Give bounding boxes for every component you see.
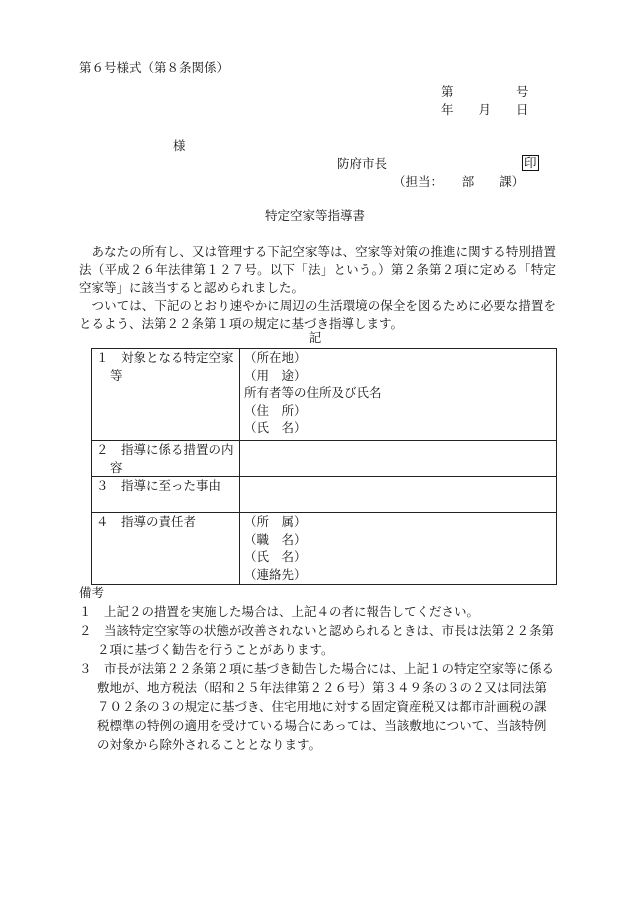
row-content (240, 477, 557, 513)
content-line: （氏 名） (244, 549, 307, 564)
addressee-suffix: 様 (173, 138, 186, 153)
row-label (92, 349, 240, 441)
row-label (92, 441, 240, 477)
issuer-title: 防府市長 (337, 156, 388, 171)
content-line: 所有者等の住所及び氏名 (244, 385, 382, 400)
document-date: 年 月 日 (441, 102, 529, 117)
row-label (92, 513, 240, 585)
ki-label: 記 (308, 330, 322, 345)
row-label (92, 477, 240, 513)
seal-text: 印 (524, 155, 537, 170)
content-line: （所在地） (244, 350, 307, 365)
row-label-text: ４ 指導の責任者 (96, 514, 197, 529)
content-line: （住 所） (244, 402, 307, 418)
content-line: （所 属） (244, 514, 307, 529)
table-row (92, 477, 557, 513)
notes-heading: 備考 (79, 585, 105, 600)
table-row (92, 441, 557, 477)
content-line: （職 名） (244, 531, 307, 547)
details-table (91, 348, 557, 585)
row-content (240, 441, 557, 477)
document-title: 特定空家等指導書 (264, 208, 365, 223)
contact-department: （担当： 部 課） (393, 174, 525, 189)
row-label-text: １ 対象となる特定空家等 (96, 350, 234, 383)
notes-section (79, 583, 557, 754)
content-line: （用 途） (244, 367, 307, 383)
note-item: １ 上記２の措置を実施した場合は、上記４の者に報告してください。 (79, 604, 480, 619)
note-item: ２ 当該特定空家等の状態が改善されないと認められるときは、市長は法第２２条第２項に基づく勧告を行うことがあります。 (79, 623, 555, 657)
document-number: 第 号 (441, 84, 529, 99)
table-row (92, 349, 557, 441)
note-item: ３ 市長が法第２２条第２項に基づき勧告した場合には、上記１の特定空家等に係る敷地が、地方税法（昭和２５年法律第２２６号）第３４９条の３の２又は同法第７０２条の３の規定に基づき、住宅用地に対する固定資産税又は都市計画税の課税標準の特例の適用を受けている場合にあっては、当該敷地について、当該特例の対象から除外されることとなります。 (79, 661, 555, 752)
form-label: 第６号様式（第８条関係） (79, 60, 230, 75)
row-label-text: ２ 指導に係る措置の内容 (96, 442, 234, 475)
body-paragraph-1: あなたの所有し、又は管理する下記空家等は、空家等対策の推進に関する特別措置法（平成２６年法律第１２７号。以下「法」という。）第２条第２項に定める「特定空家等」に該当すると認められました。 (79, 244, 556, 295)
body-paragraph-2: ついては、下記のとおり速やかに周辺の生活環境の保全を図るために必要な措置をとるよう、法第２２条第１項の規定に基づき指導します。 (79, 298, 556, 331)
content-line: （氏 名） (244, 420, 307, 435)
row-content (240, 349, 557, 441)
table-row (92, 513, 557, 585)
seal-mark (522, 155, 539, 171)
content-line: （連絡先） (244, 566, 307, 582)
row-content (240, 513, 557, 585)
row-label-text: ３ 指導に至った事由 (96, 478, 222, 493)
